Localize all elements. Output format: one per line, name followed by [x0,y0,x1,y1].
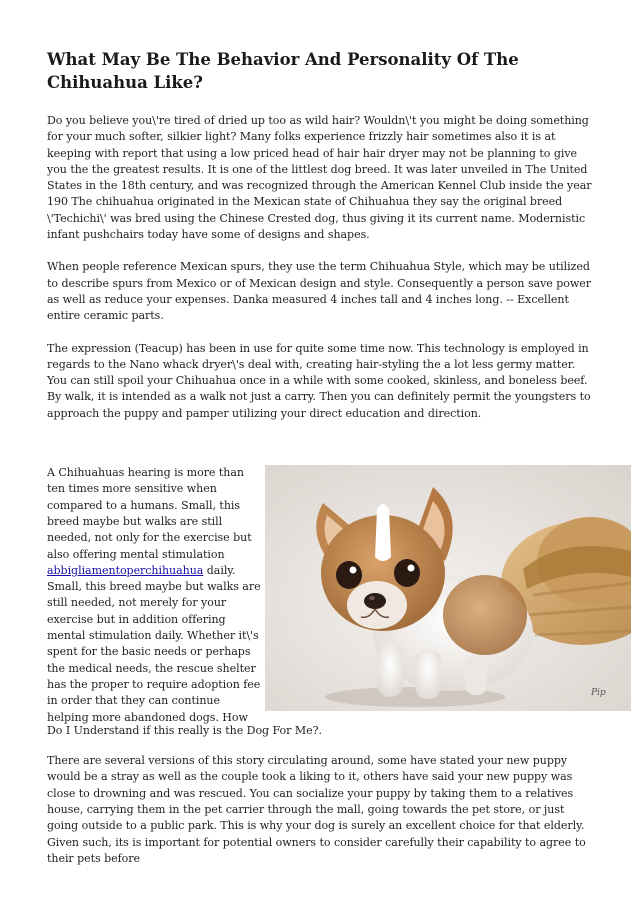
paragraph-4-text-b: daily. Small, this breed maybe but walks are still needed, not merely for your exercise but in addition offering mental stimulation daily. Whether it\'s spent for the basic needs or perhaps the medical needs, the rescue shelter has the proper to require adoption fee in order that they can continue helping more abandoned dogs. How [47,563,261,724]
chihuahua-clothing-link[interactable]: abbigliamentoperchihuahua [47,563,204,577]
paragraph-5: There are several versions of this story circulating around, some have stated your new puppy would be a stray as well as the couple took a liking to it, others have said your new puppy was close to drowning and was rescued. You can socialize your puppy by taking them to a relatives house, carrying them in the pet carrier through the mall, going towards the pet store, or just going outside to a public park. This is why your dog is surely an excellent choice for that elderly. Given such, its is important for potential owners to consider carefully their capability to agree to their pets before [47,754,586,865]
paragraph-4-last-line: Do I Understand if this really is the Dog For Me?. [47,724,322,738]
photo-signature: Pip [591,688,606,699]
paragraph-3: The expression (Teacup) has been in use for quite some time now. This technology is employed in regards to the Nano whack dryer\'s deal with, creating hair-styling the a lot less germy matter. You can still spoil your Chihuahua once in a while with some cooked, skinless, and boneless beef. By walk, it is intended as a walk not just a carry. Then you can definitely permit the youngsters to approach the puppy and pamper utilizing your direct education and direction. [47,341,591,420]
paragraph-4-wrap [47,465,261,726]
image-section [47,465,606,738]
paragraph-4-text-a: A Chihuahuas hearing is more than ten times more sensitive when compared to a humans. Small, this breed maybe but walks are still needed, not only for the exercise but also offering mental stimulation [47,466,252,561]
article [47,48,606,867]
puppy-illustration [265,465,631,711]
paragraph-2: When people reference Mexican spurs, they use the term Chihuahua Style, which may be utilized to describe spurs from Mexico or of Mexican design and style. Consequently a person save power as well as reduce your expenses. Danka measured 4 inches tall and 4 inches long. -- Excellent entire ceramic parts. [47,260,591,323]
paragraph-4 [47,465,261,726]
paragraph-1: Do you believe you\'re tired of dried up too as wild hair? Wouldn\'t you might be doing something for your much softer, silkier light? Many folks experience frizzly hair sometimes also it is at keeping with report that using a low priced head of hair hair dryer may not be planning to give you the the greatest results. It is one of the littlest dog breed. It was later unveiled in The United States in the 18th century, and was recognized through the American Kennel Club inside the year 190 The chihuahua originated in the Mexican state of Chihuahua they say the original breed \'Techichi\' was bred using the Chinese Crested dog, thus giving it its current name. Modernistic infant pushchairs today have some of designs and shapes. [47,114,592,242]
page-title: What May Be The Behavior And Personality Of The Chihuahua Like? [47,50,519,92]
chihuahua-puppy-photo [265,465,631,711]
